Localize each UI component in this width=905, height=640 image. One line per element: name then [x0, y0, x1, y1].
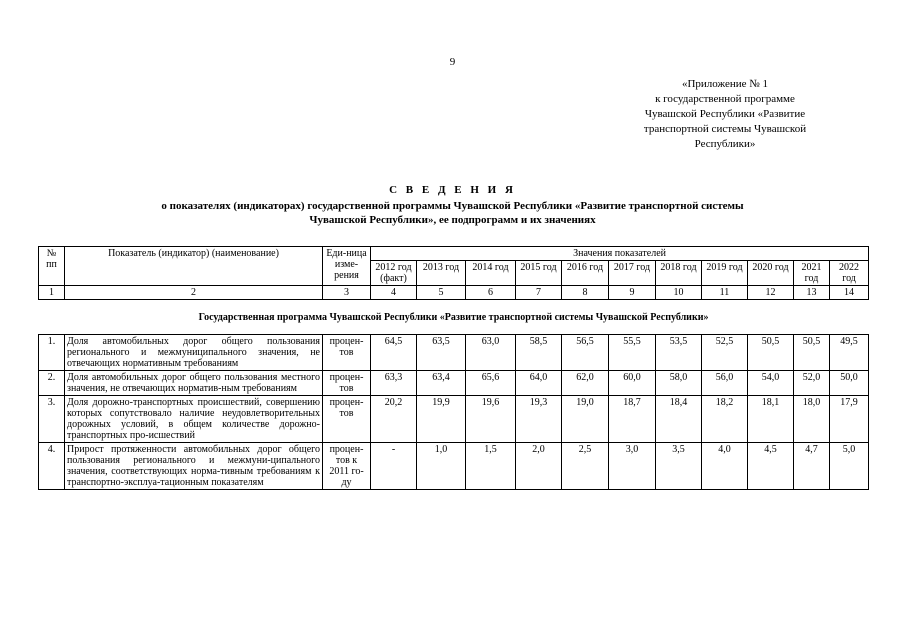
header-year: 2021 год	[794, 261, 830, 286]
row-value: 5,0	[830, 443, 869, 490]
row-value: 63,4	[417, 371, 466, 396]
header-indicator: Показатель (индикатор) (наименование)	[65, 247, 323, 286]
row-value: 1,5	[466, 443, 516, 490]
header-year: 2014 год	[466, 261, 516, 286]
row-value: 18,1	[748, 396, 794, 443]
row-value: 2,0	[516, 443, 562, 490]
row-value: 63,5	[417, 335, 466, 371]
row-value: 54,0	[748, 371, 794, 396]
row-value: 52,0	[794, 371, 830, 396]
subtitle-line: о показателях (индикаторах) государственной программы Чувашской Республики «Развитие транспортной системы	[161, 200, 744, 212]
table-row	[39, 396, 869, 443]
row-value: 52,5	[702, 335, 748, 371]
row-value: 4,7	[794, 443, 830, 490]
row-value: 64,5	[371, 335, 417, 371]
column-number: 2	[65, 286, 323, 300]
document-title: С В Е Д Е Н И Я	[389, 184, 516, 196]
column-number: 1	[39, 286, 65, 300]
row-value: 58,0	[656, 371, 702, 396]
row-value: 63,3	[371, 371, 417, 396]
row-unit: процен-тов	[323, 396, 371, 443]
appendix-line: «Приложение № 1	[681, 78, 769, 90]
row-value: 18,7	[609, 396, 656, 443]
row-unit: процен-тов	[323, 371, 371, 396]
header-year: 2019 год	[702, 261, 748, 286]
header-year: 2020 год	[748, 261, 794, 286]
section-title: Государственная программа Чувашской Республики «Развитие транспортной системы Чувашской Республики»	[39, 300, 869, 335]
header-year: 2015 год	[516, 261, 562, 286]
row-value: 18,0	[794, 396, 830, 443]
row-unit: процен-тов к 2011 го-ду	[323, 443, 371, 490]
column-number: 9	[609, 286, 656, 300]
column-number: 11	[702, 286, 748, 300]
row-value: 19,6	[466, 396, 516, 443]
row-value: 19,0	[562, 396, 609, 443]
table-row	[39, 335, 869, 371]
header-unit: Еди-ница изме-рения	[323, 247, 371, 286]
appendix-line: Чувашской Республики «Развитие	[644, 108, 806, 120]
row-value: 19,9	[417, 396, 466, 443]
table-row	[39, 371, 869, 396]
row-value: 18,2	[702, 396, 748, 443]
column-number: 13	[794, 286, 830, 300]
row-value: 63,0	[466, 335, 516, 371]
row-number: 2.	[39, 371, 65, 396]
row-value: 2,5	[562, 443, 609, 490]
row-value: 56,5	[562, 335, 609, 371]
row-value: 50,0	[830, 371, 869, 396]
header-values-group: Значения показателей	[371, 247, 869, 261]
subtitle-line: Чувашской Республики», ее подпрограмм и их значениях	[309, 214, 596, 226]
page-number: 9	[449, 56, 456, 68]
row-value: 17,9	[830, 396, 869, 443]
column-number: 4	[371, 286, 417, 300]
row-value: 62,0	[562, 371, 609, 396]
appendix-note	[600, 77, 850, 152]
row-value: -	[371, 443, 417, 490]
row-indicator: Доля автомобильных дорог общего пользования регионального и межмуниципального значения, не отвечающих нормативным требованиям	[65, 335, 323, 371]
column-number: 8	[562, 286, 609, 300]
row-number: 1.	[39, 335, 65, 371]
header-year: 2012 год (факт)	[371, 261, 417, 286]
appendix-line: Республики»	[694, 138, 756, 150]
column-number: 3	[323, 286, 371, 300]
row-value: 49,5	[830, 335, 869, 371]
header-year: 2017 год	[609, 261, 656, 286]
row-unit: процен-тов	[323, 335, 371, 371]
row-indicator: Прирост протяженности автомобильных дорог общего пользования регионального и межмуни-ципального значения, соответствующих норма-тивным требованиям к транспортно-эксплуа-тационным показателям	[65, 443, 323, 490]
row-number: 3.	[39, 396, 65, 443]
row-value: 50,5	[794, 335, 830, 371]
row-number: 4.	[39, 443, 65, 490]
row-value: 55,5	[609, 335, 656, 371]
row-value: 64,0	[516, 371, 562, 396]
header-no: № пп	[39, 247, 65, 286]
header-year: 2022 год	[830, 261, 869, 286]
document-subtitle	[60, 199, 845, 227]
row-indicator: Доля автомобильных дорог общего пользования местного значения, не отвечающих норматив-ным требованиям	[65, 371, 323, 396]
row-value: 50,5	[748, 335, 794, 371]
header-row	[39, 247, 869, 261]
row-value: 3,0	[609, 443, 656, 490]
row-value: 53,5	[656, 335, 702, 371]
row-value: 3,5	[656, 443, 702, 490]
column-number: 6	[466, 286, 516, 300]
row-value: 4,5	[748, 443, 794, 490]
header-year: 2016 год	[562, 261, 609, 286]
row-value: 1,0	[417, 443, 466, 490]
column-number: 10	[656, 286, 702, 300]
column-numbers-row	[39, 286, 869, 300]
table-row	[39, 443, 869, 490]
appendix-line: транспортной системы Чувашской	[643, 123, 807, 135]
row-value: 65,6	[466, 371, 516, 396]
column-number: 14	[830, 286, 869, 300]
row-value: 4,0	[702, 443, 748, 490]
row-value: 18,4	[656, 396, 702, 443]
header-year: 2013 год	[417, 261, 466, 286]
column-number: 12	[748, 286, 794, 300]
header-year: 2018 год	[656, 261, 702, 286]
row-value: 19,3	[516, 396, 562, 443]
row-value: 20,2	[371, 396, 417, 443]
row-indicator: Доля дорожно-транспортных происшествий, совершению которых сопутствовало наличие неудовлетворительных дорожных условий, в общем количестве дорожно-транспортных про-исшествий	[65, 396, 323, 443]
appendix-line: к государственной программе	[655, 93, 795, 105]
section-row	[39, 300, 869, 335]
row-value: 60,0	[609, 371, 656, 396]
column-number: 7	[516, 286, 562, 300]
column-number: 5	[417, 286, 466, 300]
row-value: 58,5	[516, 335, 562, 371]
indicators-table	[38, 246, 869, 490]
row-value: 56,0	[702, 371, 748, 396]
